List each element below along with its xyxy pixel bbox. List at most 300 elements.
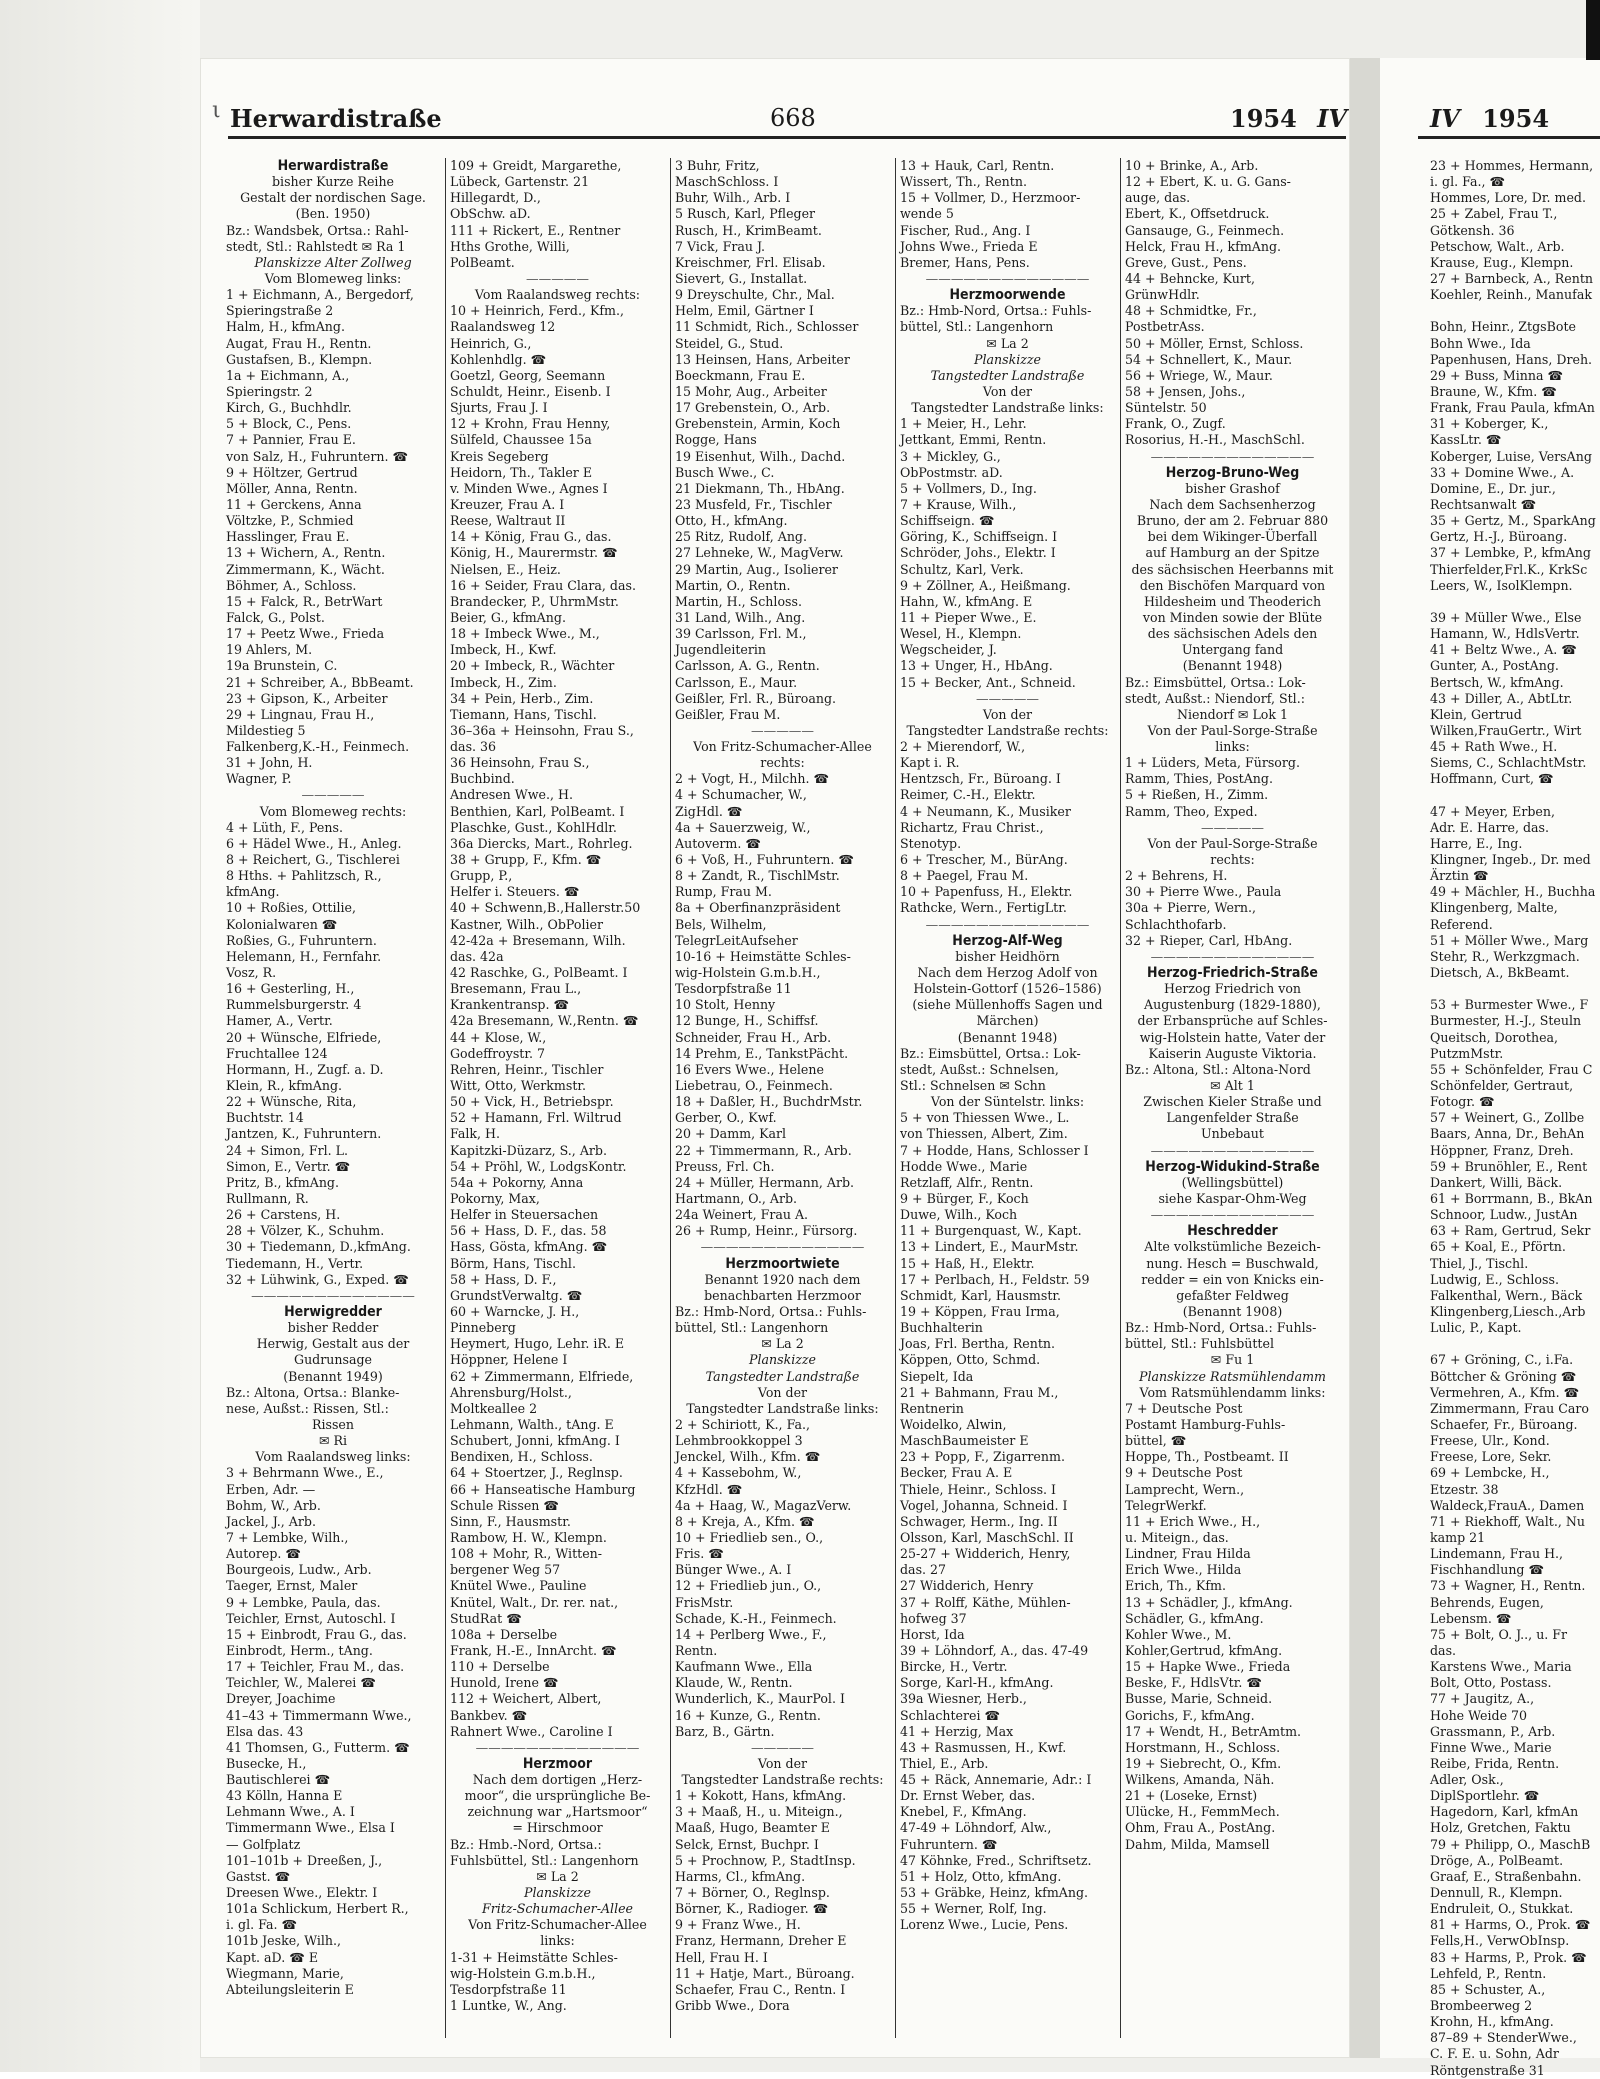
directory-entry: Leers, W., IsolKlempn. — [1430, 577, 1573, 593]
directory-entry: 69 + Lembcke, H., — [1430, 1465, 1550, 1481]
directory-entry: 7 + Lembke, Wilh., — [226, 1529, 349, 1545]
directory-entry: Bels, Wilhelm, — [675, 916, 767, 932]
directory-entry: Rummelsburgerstr. 4 — [226, 997, 362, 1013]
directory-entry: Adler, Osk., — [1430, 1772, 1504, 1788]
directory-entry: Sinn, F., Hausmstr. — [450, 1513, 571, 1529]
directory-entry: Martin, H., Schloss. — [675, 593, 802, 609]
directory-entry: Helfer i. Steuers. ☎ — [450, 884, 580, 900]
directory-entry: Fells,H., VerwObInsp. — [1430, 1933, 1570, 1949]
street-info-line: Bruno, der am 2. Februar 880 — [1136, 513, 1329, 529]
directory-entry: 65 + Koal, E., Pförtn. — [1430, 1239, 1566, 1255]
directory-entry: 79 + Philipp, O., MaschB — [1430, 1836, 1591, 1852]
directory-entry: 3 + Mickley, G., — [900, 448, 1001, 464]
street-info-line: Von der — [757, 1755, 808, 1771]
directory-entry: Bresemann, Frau L., — [450, 981, 582, 997]
section-separator: ————————————— — [925, 916, 1090, 932]
directory-entry: Bircke, H., Vertr. — [900, 1659, 1008, 1675]
directory-entry: Lebensm. ☎ — [1430, 1610, 1512, 1626]
directory-entry: 4a + Haag, W., MagazVerw. — [675, 1497, 852, 1513]
directory-entry: 26 + Carstens, H. — [226, 1207, 341, 1223]
street-info-line: bei dem Wikinger-Überfall — [1147, 529, 1318, 545]
directory-entry: 60 + Warncke, J. H., — [450, 1303, 580, 1319]
directory-entry: 22 + Wünsche, Rita, — [226, 1094, 357, 1110]
directory-entry: Karstens Wwe., Maria — [1430, 1659, 1572, 1675]
directory-entry: C. F. E. u. Sohn, Adr — [1430, 2046, 1559, 2062]
directory-entry: 44 + Behncke, Kurt, — [1125, 270, 1255, 286]
street-info-line: Benannt 1920 nach dem — [704, 1271, 861, 1287]
directory-entry: 11 + Gerckens, Anna — [226, 496, 362, 512]
directory-entry: 27 Widderich, Henry — [900, 1578, 1034, 1594]
directory-entry: Reibe, Frida, Rentn. — [1430, 1755, 1560, 1771]
street-info-line: siehe Kaspar-Ohm-Weg — [1158, 1191, 1307, 1206]
directory-entry: 16 Evers Wwe., Helene — [675, 1061, 824, 1077]
directory-entry: Fischhandlung ☎ — [1430, 1562, 1545, 1578]
directory-column-3 — [675, 158, 890, 2038]
directory-entry: Fotogr. ☎ — [1430, 1094, 1495, 1110]
directory-entry: Fischer, Rud., Ang. I — [900, 222, 1031, 238]
directory-column-next-page — [1430, 158, 1600, 2078]
directory-entry: PutzmMstr. — [1430, 1045, 1504, 1061]
directory-entry: Falkenberg,K.-H., Feinmech. — [226, 739, 410, 755]
directory-entry: 24a Weinert, Frau A. — [675, 1207, 809, 1223]
directory-entry: Hagedorn, Karl, kfmAn — [1430, 1804, 1579, 1820]
street-heading: Herzog-Widukind-Straße — [1145, 1158, 1320, 1175]
directory-entry: Bünger Wwe., A. I — [675, 1562, 792, 1578]
plan-sketch-note: Planskizze — [524, 1885, 591, 1901]
directory-entry: Böttcher & Gröning ☎ — [1430, 1368, 1577, 1384]
directory-entry: 58 + Hass, D. F., — [450, 1271, 557, 1287]
directory-entry: Braune, W., Kfm. ☎ — [1430, 383, 1557, 399]
section-separator: ————— — [976, 690, 1039, 706]
directory-entry: Richartz, Frau Christ., — [900, 819, 1044, 835]
section-separator: ————————————— — [1150, 948, 1315, 964]
directory-entry: Harms, Cl., kfmAng. — [675, 1868, 806, 1884]
directory-entry: Beske, F., HdlsVtr. ☎ — [1125, 1675, 1263, 1691]
directory-entry: 10 + Brinke, A., Arb. — [1125, 158, 1259, 173]
directory-entry: wig-Holstein G.m.b.H., — [450, 1965, 596, 1981]
directory-entry: 17 Grebenstein, O., Arb. — [675, 400, 831, 416]
directory-entry: Bz.: Hmb-Nord, Ortsa.: Fuhls- — [675, 1303, 867, 1319]
directory-entry: Ohm, Frau A., PostAng. — [1125, 1820, 1276, 1836]
directory-entry: 109 + Greidt, Margarethe, — [450, 158, 622, 173]
directory-entry: Süntelstr. 50 — [1125, 400, 1207, 416]
directory-entry: 10 + Heinrich, Ferd., Kfm., — [450, 303, 624, 319]
directory-entry: 75 + Bolt, O. J.., u. Fr — [1430, 1626, 1568, 1642]
directory-entry: 19 Ahlers, M. — [226, 642, 313, 658]
margin-mark: ι — [212, 98, 221, 123]
directory-entry: 30 + Pierre Wwe., Paula — [1125, 884, 1282, 900]
street-info-line: Untergang fand — [1181, 642, 1284, 658]
directory-entry: 2 + Vogt, H., Milchh. ☎ — [675, 771, 830, 787]
volume-label: IV — [1317, 104, 1348, 133]
directory-entry: Jenckel, Wilh., Kfm. ☎ — [675, 1449, 821, 1465]
street-info-line: redder = ein von Knicks ein- — [1141, 1271, 1324, 1287]
directory-entry: 87–89 + StenderWwe., — [1430, 2030, 1577, 2046]
book-spine-shadow — [0, 0, 200, 2072]
street-info-line: (Wellingsbüttel) — [1181, 1174, 1284, 1190]
directory-entry: 45 + Rath Wwe., H. — [1430, 739, 1558, 755]
directory-entry: Fruchtallee 124 — [226, 1045, 328, 1061]
street-info-line: Rissen — [312, 1416, 354, 1432]
directory-entry: Gerber, O., Kwf. — [675, 1110, 777, 1126]
directory-entry: Schule Rissen ☎ — [450, 1497, 560, 1513]
street-info-line: benachbarten Herzmoor — [704, 1287, 861, 1303]
directory-entry: Möller, Anna, Rentn. — [226, 480, 358, 496]
directory-entry: Abteilungsleiterin E — [226, 1981, 354, 1997]
street-info-line: moor“, die ursprüngliche Be- — [464, 1788, 651, 1804]
directory-entry: Petschow, Walt., Arb. — [1430, 238, 1565, 254]
directory-entry: Jugendleiterin — [675, 642, 767, 658]
directory-entry: 56 + Wriege, W., Maur. — [1125, 367, 1273, 383]
directory-entry: Sorge, Karl-H., kfmAng. — [900, 1675, 1054, 1691]
directory-entry: Erich Wwe., Hilda — [1125, 1562, 1242, 1578]
street-info-line: (Ben. 1950) — [295, 206, 371, 222]
directory-entry: ZigHdl. ☎ — [675, 803, 743, 819]
directory-entry: Hillegardt, D., — [450, 190, 541, 206]
directory-entry: Lorenz Wwe., Lucie, Pens. — [900, 1917, 1069, 1933]
directory-entry: 10 Stolt, Henny — [675, 997, 776, 1013]
directory-entry: Wegscheider, J. — [900, 642, 997, 658]
directory-entry: Bz.: Altona, Stl.: Altona-Nord — [1125, 1061, 1311, 1077]
directory-entry: 57 + Weinert, G., Zollbe — [1430, 1110, 1585, 1126]
street-info-line: Herwig, Gestalt aus der — [256, 1336, 410, 1352]
directory-entry: 13 + Schädler, J., kfmAng. — [1125, 1594, 1293, 1610]
directory-entry: Buchtstr. 14 — [226, 1110, 304, 1126]
directory-entry: KfzHdl. ☎ — [675, 1481, 743, 1497]
directory-entry: 5 + Rießen, H., Zimm. — [1125, 787, 1269, 803]
directory-entry: 8 + Kreja, A., Kfm. ☎ — [675, 1513, 815, 1529]
directory-entry: Schiffseign. ☎ — [900, 513, 995, 529]
directory-entry: Behrends, Eugen, — [1430, 1594, 1544, 1610]
street-info-line: des sächsischen Adels den — [1147, 626, 1318, 642]
directory-entry: das. 27 — [900, 1562, 947, 1578]
directory-entry: 8a + Oberfinanzpräsident — [675, 900, 841, 916]
directory-entry: Lehmann, Walth., tAng. E — [450, 1416, 614, 1432]
directory-entry: Schlachterei ☎ — [900, 1707, 1001, 1723]
column-divider — [1120, 158, 1121, 2038]
street-heading: Herzmoorwende — [949, 287, 1066, 304]
directory-entry: Spieringstraße 2 — [226, 303, 334, 319]
directory-entry: Lübeck, Gartenstr. 21 — [450, 174, 590, 190]
directory-entry: 20 + Wünsche, Elfriede, — [226, 1029, 382, 1045]
directory-entry: 15 + Hapke Wwe., Frieda — [1125, 1659, 1291, 1675]
directory-entry: Klingenberg, Malte, — [1430, 900, 1558, 916]
directory-entry: von Thiessen, Albert, Zim. — [900, 1126, 1068, 1142]
directory-entry: Stehr, R., Werkzgmach. — [1430, 948, 1580, 964]
directory-entry: 13 + Lindert, E., MaurMstr. — [900, 1239, 1079, 1255]
directory-entry: Busch Wwe., C. — [675, 464, 775, 480]
directory-column-5 — [1125, 158, 1340, 2038]
street-info-line: Nach dem Herzog Adolf von — [917, 965, 1098, 981]
directory-entry: Simon, E., Vertr. ☎ — [226, 1158, 351, 1174]
directory-entry: 83 + Harms, P., Prok. ☎ — [1430, 1949, 1587, 1965]
column-divider — [445, 158, 446, 2038]
directory-entry: Siems, C., SchlachtMstr. — [1430, 755, 1587, 771]
directory-entry: 31 + John, H. — [226, 755, 313, 771]
section-separator: ————— — [751, 722, 814, 738]
directory-entry: 9 + Lembke, Paula, das. — [226, 1594, 381, 1610]
directory-entry: Helfer in Steuersachen — [450, 1207, 599, 1223]
street-info-line: von Minden sowie der Blüte — [1142, 609, 1323, 625]
directory-entry: 53 + Burmester Wwe., F — [1430, 997, 1589, 1013]
directory-entry: Koberger, Luise, VersAng — [1430, 448, 1592, 464]
directory-entry: 11 + Burgenquast, W., Kapt. — [900, 1223, 1082, 1239]
directory-entry: das. — [1430, 1642, 1457, 1658]
directory-entry: Liebetrau, O., Feinmech. — [675, 1078, 833, 1094]
directory-entry: 11 + Hatje, Mart., Büroang. — [675, 1965, 855, 1981]
directory-entry: 16 + Kunze, G., Rentn. — [675, 1707, 821, 1723]
plan-sketch-note: Tangstedter Landstraße — [930, 367, 1085, 383]
directory-entry: 19 Eisenhut, Wilh., Dachd. — [675, 448, 846, 464]
directory-entry: 5 Rusch, Karl, Pfleger — [675, 206, 816, 222]
directory-entry: 39 + Müller Wwe., Else — [1430, 609, 1582, 625]
year-label: 1954 — [1230, 104, 1297, 133]
directory-entry: 7 + Deutsche Post — [1125, 1400, 1243, 1416]
directory-entry: 9 + Höltzer, Gertrud — [226, 464, 358, 480]
page-number: 668 — [770, 104, 816, 132]
directory-entry: Grebenstein, Armin, Koch — [675, 416, 841, 432]
directory-entry: Carlsson, A. G., Rentn. — [675, 658, 820, 674]
directory-entry: 101a Schlickum, Herbert R., — [226, 1901, 409, 1917]
directory-entry: Endruleit, O., Stukkat. — [1430, 1901, 1574, 1917]
street-info-line: bisher Grashof — [1185, 480, 1280, 496]
directory-entry: Teichler, W., Malerei ☎ — [226, 1675, 377, 1691]
street-info-line: (siehe Müllenhoffs Sagen und — [912, 997, 1103, 1013]
directory-entry: Ahrensburg/Holst., — [450, 1384, 572, 1400]
directory-entry: 6 + Hädel Wwe., H., Anleg. — [226, 835, 402, 851]
directory-entry: Schaefer, Frau C., Rentn. I — [675, 1981, 846, 1997]
directory-entry: Dennull, R., Klempn. — [1430, 1885, 1563, 1901]
directory-entry: Nielsen, E., Heiz. — [450, 561, 561, 577]
directory-entry: Woidelko, Alwin, — [900, 1416, 1007, 1432]
street-info-line: links: — [1215, 739, 1250, 755]
directory-entry: 25-27 + Widderich, Henry, — [900, 1546, 1071, 1562]
directory-entry: 23 + Gipson, K., Arbeiter — [226, 690, 388, 706]
directory-entry: 9 + Deutsche Post — [1125, 1465, 1243, 1481]
directory-entry: 9 + Bürger, F., Koch — [900, 1191, 1029, 1206]
directory-entry: Ludwig, E., Schloss. — [1430, 1271, 1559, 1287]
street-info-line: Von der Süntelstr. links: — [930, 1094, 1085, 1110]
street-info-line: ✉ La 2 — [761, 1336, 804, 1352]
directory-entry: Rosorius, H.-H., MaschSchl. — [1125, 432, 1305, 448]
directory-entry: 1-31 + Heimstätte Schles- — [450, 1949, 618, 1965]
directory-entry: Falck, G., Polst. — [226, 609, 325, 625]
directory-entry: 33 + Domine Wwe., A. — [1430, 464, 1575, 480]
directory-entry: hofweg 37 — [900, 1610, 967, 1626]
directory-entry: 13 + Hauk, Carl, Rentn. — [900, 158, 1055, 173]
directory-entry: Dreyer, Joachime — [226, 1691, 336, 1707]
directory-entry: 7 + Krause, Wilh., — [900, 496, 1017, 512]
directory-entry: Frank, O., Zugf. — [1125, 416, 1226, 432]
volume-label-right: IV — [1430, 104, 1460, 133]
directory-entry: 110 + Derselbe — [450, 1659, 550, 1675]
directory-entry: Godeffroystr. 7 — [450, 1045, 545, 1061]
directory-entry: 37 + Rolff, Käthe, Mühlen- — [900, 1594, 1071, 1610]
directory-entry: Vogel, Johanna, Schneid. I — [900, 1497, 1068, 1513]
directory-entry: 54 + Pröhl, W., LodgsKontr. — [450, 1158, 627, 1174]
directory-entry: Adr. E. Harre, das. — [1430, 819, 1550, 835]
directory-entry: FrisMstr. — [675, 1594, 734, 1610]
directory-entry: Wissert, Th., Rentn. — [900, 174, 1027, 190]
directory-entry: 45 + Räck, Annemarie, Adr.: I — [900, 1772, 1092, 1788]
street-info-line: Von der — [982, 706, 1033, 722]
directory-entry: 71 + Riekhoff, Walt., Nu — [1430, 1513, 1585, 1529]
directory-entry: 85 + Schuster, A., — [1430, 1981, 1546, 1997]
street-info-line: Augustenburg (1829-1880), — [1144, 997, 1321, 1013]
directory-entry: Mildestieg 5 — [226, 722, 306, 738]
directory-entry: 6 + Trescher, M., BürAng. — [900, 852, 1068, 868]
directory-entry: Schmidt, Karl, Hausmstr. — [900, 1287, 1062, 1303]
directory-entry: Wesel, H., Klempn. — [900, 626, 1022, 642]
directory-entry: Schultz, Karl, Verk. — [900, 561, 1024, 577]
directory-entry: 12 + Friedlieb jun., O., — [675, 1578, 822, 1594]
directory-entry: Rump, Frau M. — [675, 884, 772, 900]
directory-entry: Stl.: Schnelsen ✉ Schn — [900, 1078, 1046, 1094]
directory-entry: 7 + Pannier, Frau E. — [226, 432, 356, 448]
directory-column-1 — [226, 158, 440, 2038]
directory-entry: Hamer, A., Vertr. — [226, 1013, 333, 1029]
directory-entry: Becker, Frau A. E — [900, 1465, 1013, 1481]
directory-entry: Referend. — [1430, 916, 1493, 932]
directory-entry: 15 + Haß, H., Elektr. — [900, 1255, 1035, 1271]
directory-entry: Bremer, Hans, Pens. — [900, 254, 1030, 270]
street-info-line: Gestalt der nordischen Sage. — [240, 190, 426, 206]
directory-entry: MaschBaumeister E — [900, 1433, 1029, 1449]
directory-entry: kamp 21 — [1430, 1529, 1486, 1545]
directory-entry: 44 + Klose, W., — [450, 1029, 547, 1045]
directory-entry: Bourgeois, Ludw., Arb. — [226, 1562, 372, 1578]
directory-entry: Bohm, W., Arb. — [226, 1497, 321, 1513]
directory-entry: Göring, K., Schiffseign. I — [900, 529, 1058, 545]
directory-entry: Lehmann Wwe., A. I — [226, 1804, 355, 1820]
directory-entry: 29 + Buss, Minna ☎ — [1430, 367, 1564, 383]
directory-entry: Frank, H.-E., InnArcht. ☎ — [450, 1642, 617, 1658]
street-info-line: (Benannt 1948) — [1182, 658, 1283, 674]
directory-entry: 5 + von Thiessen Wwe., L. — [900, 1110, 1070, 1126]
directory-entry: Hamann, W., HdlsVertr. — [1430, 626, 1580, 642]
directory-entry: Höppner, Franz, Dreh. — [1430, 1142, 1574, 1158]
directory-entry: 5 + Vollmers, D., Ing. — [900, 480, 1037, 496]
directory-entry: 11 + Erich Wwe., H., — [1125, 1513, 1261, 1529]
directory-entry: Franz, Hermann, Dreher E — [675, 1933, 847, 1949]
street-info-line: wig-Holstein hatte, Vater der — [1139, 1029, 1326, 1045]
directory-entry: 30a + Pierre, Wern., — [1125, 900, 1257, 916]
directory-entry: 13 + Wichern, A., Rentn. — [226, 545, 386, 561]
directory-entry: Timmermann Wwe., Elsa I — [226, 1820, 395, 1836]
directory-entry: Klaude, W., Rentn. — [675, 1675, 793, 1691]
section-separator: ————— — [301, 787, 365, 803]
directory-entry: Schneider, Frau H., Arb. — [675, 1029, 832, 1045]
directory-entry: Kohler,Gertrud, kfmAng. — [1125, 1642, 1283, 1658]
directory-entry: stedt, Außst.: Niendorf, Stl.: — [1125, 690, 1305, 706]
directory-entry: Bolt, Otto, Postass. — [1430, 1675, 1552, 1691]
directory-entry: Sievert, G., Installat. — [675, 270, 808, 286]
directory-entry: Burmester, H.-J., Steuln — [1430, 1013, 1582, 1029]
street-heading: Herzog-Bruno-Weg — [1165, 464, 1300, 481]
directory-column-2 — [450, 158, 665, 2038]
directory-entry: 39 + Löhndorf, A., das. 47-49 — [900, 1642, 1089, 1658]
directory-entry: 4 + Lüth, F., Pens. — [226, 819, 343, 835]
directory-entry: Joas, Frl. Bertha, Rentn. — [900, 1336, 1056, 1352]
directory-entry: v. Minden Wwe., Agnes I — [450, 480, 608, 496]
directory-entry: 29 + Lingnau, Frau H., — [226, 706, 375, 722]
directory-entry: Klein, R., kfmAng. — [226, 1078, 343, 1094]
directory-entry: Wagner, P. — [226, 771, 292, 787]
directory-entry: Helm, Emil, Gärtner I — [675, 303, 814, 319]
directory-entry: Horst, Ida — [900, 1626, 965, 1642]
directory-entry: 43 + Diller, A., AbtLtr. — [1430, 690, 1573, 706]
street-info-line: Herzog Friedrich von — [1163, 981, 1302, 997]
street-info-line: Nach dem Sachsenherzog — [1149, 496, 1316, 512]
directory-entry: 25 + Zabel, Frau T., — [1430, 206, 1558, 222]
directory-entry: Kapitzki-Düzarz, S., Arb. — [450, 1142, 607, 1158]
directory-entry: Carlsson, E., Maur. — [675, 674, 798, 690]
directory-entry: das. 42a — [450, 948, 504, 964]
directory-entry: 5 + Prochnow, P., StadtInsp. — [675, 1852, 856, 1868]
directory-entry: Bohn Wwe., Ida — [1430, 335, 1531, 351]
directory-entry: 16 + Seider, Frau Clara, das. — [450, 577, 636, 593]
directory-entry: Plaschke, Gust., KohlHdlr. — [450, 819, 617, 835]
directory-entry: 18 + Imbeck Wwe., M., — [450, 626, 600, 642]
directory-entry: Wiegmann, Marie, — [226, 1965, 344, 1981]
street-info-line: der Erbansprüche auf Schles- — [1137, 1013, 1328, 1029]
street-info-line: bisher Kurze Reihe — [271, 174, 395, 190]
plan-sketch-note: Planskizze — [974, 351, 1041, 367]
directory-entry: Dietsch, A., BkBeamt. — [1430, 965, 1570, 981]
directory-entry: 3 + Maaß, H., u. Miteign., — [675, 1804, 843, 1820]
directory-entry: Otto, H., kfmAng. — [675, 513, 788, 529]
directory-entry: Dröge, A., PolBeamt. — [1430, 1852, 1564, 1868]
directory-entry: Falk, H. — [450, 1126, 501, 1142]
directory-entry: Ebert, K., Offsetdruck. — [1125, 206, 1270, 222]
directory-entry: büttel, Stl.: Langenhorn — [675, 1320, 829, 1336]
directory-entry: Jackel, J., Arb. — [226, 1513, 316, 1529]
street-info-line: Kaiserin Auguste Viktoria. — [1148, 1045, 1317, 1061]
street-heading: Herwigredder — [284, 1303, 382, 1320]
directory-entry: 25 Ritz, Rudolf, Ang. — [675, 529, 807, 545]
directory-entry: Erich, Th., Kfm. — [1125, 1578, 1226, 1594]
directory-entry: Kohler Wwe., M. — [1125, 1626, 1232, 1642]
directory-entry: 23 + Popp, F., Zigarrenm. — [900, 1449, 1065, 1465]
directory-entry: Rogge, Hans — [675, 432, 757, 448]
directory-entry: Holz, Gretchen, Faktu — [1430, 1820, 1571, 1836]
directory-entry: Götkensh. 36 — [1430, 222, 1515, 238]
directory-entry: Moltkeallee 2 — [450, 1400, 538, 1416]
directory-entry: 50 + Vick, H., Betriebspr. — [450, 1094, 614, 1110]
directory-entry: TelegrWerkf. — [1125, 1497, 1207, 1513]
running-head-street: Herwardistraße — [230, 104, 442, 133]
directory-entry: stedt, Außst.: Schnelsen, — [900, 1061, 1059, 1077]
directory-entry: Kirch, G., Buchhdlr. — [226, 400, 352, 416]
street-info-line: Von der — [982, 383, 1033, 399]
book-gutter — [1350, 58, 1380, 2058]
street-info-line: ✉ Ri — [318, 1433, 348, 1449]
directory-entry: 48 + Schmidtke, Fr., — [1125, 303, 1257, 319]
directory-entry: 42a Bresemann, W.,Rentn. ☎ — [450, 1013, 639, 1029]
directory-entry: Spieringstr. 2 — [226, 383, 313, 399]
street-info-line: Vom Blomeweg rechts: — [259, 803, 407, 819]
directory-entry: 11 + Pieper Wwe., E. — [900, 609, 1037, 625]
directory-entry — [1430, 981, 1600, 997]
directory-entry: Imbeck, H., Kwf. — [450, 642, 557, 658]
section-separator: ————— — [1201, 819, 1264, 835]
directory-entry: stedt, Stl.: Rahlstedt ✉ Ra 1 — [226, 238, 406, 254]
directory-entry: Bautischlerei ☎ — [226, 1772, 331, 1788]
directory-entry: Autorep. ☎ — [226, 1546, 302, 1562]
directory-entry: 42 Raschke, G., PolBeamt. I — [450, 965, 628, 981]
directory-entry: Lamprecht, Wern., — [1125, 1481, 1245, 1497]
directory-entry: i. gl. Fa. ☎ — [226, 1917, 298, 1933]
